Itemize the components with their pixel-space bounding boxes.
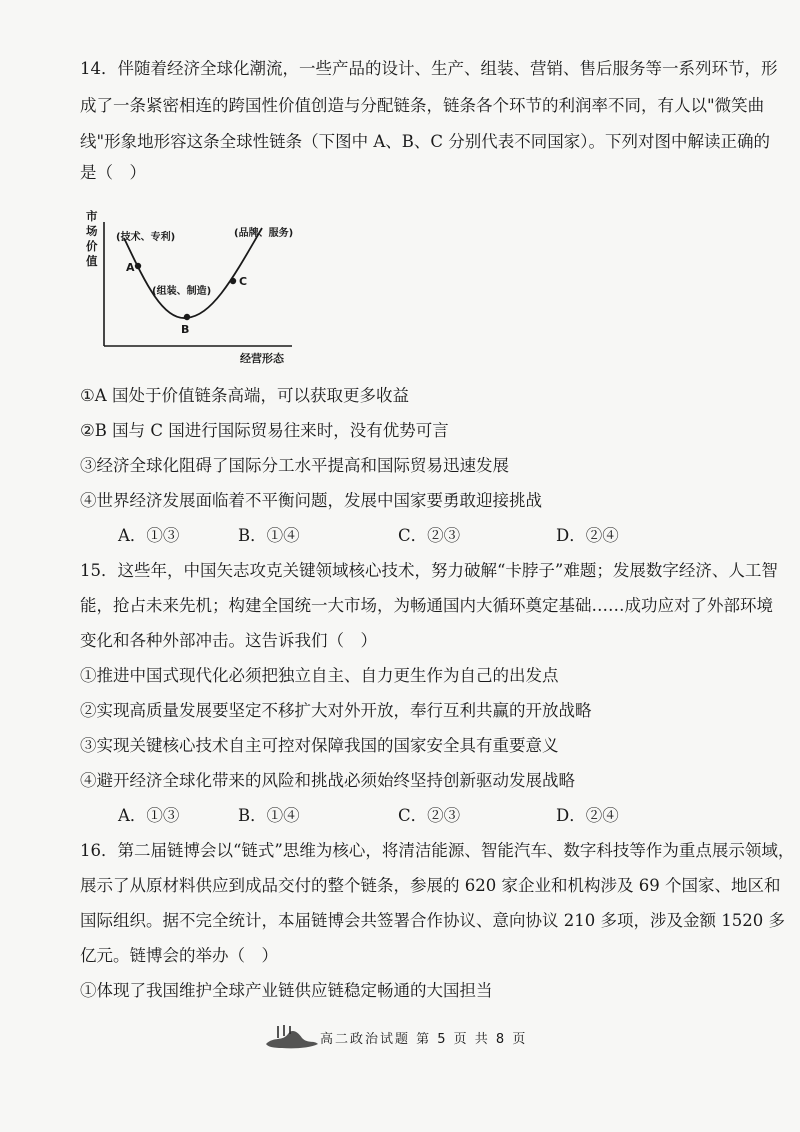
q16-stem-line-3: 国际组织。据不完全统计，本届链博会共签署合作协议、意向协议 210 多项，涉及金额 1520 多 [80,911,785,930]
q16-option-1: ①体现了我国维护全球产业链供应链稳定畅通的大国担当 [80,981,493,1000]
label-tech-patent: (技术、专利) [116,232,176,243]
y-axis-label-char: 市 [86,209,98,223]
x-axis-label: 经营形态 [240,352,284,365]
q14-option-4: ④世界经济发展面临着不平衡问题，发展中国家要勇敢迎接挑战 [80,491,542,510]
q14-option-3: ③经济全球化阻碍了国际分工水平提高和国际贸易迅速发展 [80,456,509,475]
q16-stem-line-4: 亿元。链博会的举办（ ） [80,946,278,965]
point-c-label: C [239,275,248,288]
q14-stem-line-2: 成了一条紧密相连的跨国性价值创造与分配链条，链条各个环节的利润率不同，有人以"微笑曲 [80,96,765,115]
point-a-label: A [126,261,135,274]
q14-option-1: ①A 国处于价值链条高端，可以获取更多收益 [80,386,409,405]
q16-stem-line-1: 16．第二届链博会以“链式”思维为核心，将清洁能源、智能汽车、数字科技等作为重点展示领域， [80,841,795,860]
q14-choice-a: A．①③ [118,526,180,545]
q15-stem-line-1: 15．这些年，中国矢志攻克关键领域核心技术，努力破解“卡脖子”难题；发展数字经济、人工智 [80,561,778,580]
q15-choice-b: B．①④ [238,806,300,825]
point-b-label: B [181,323,190,336]
y-axis-label-char: 价 [86,239,98,253]
q14-choice-b: B．①④ [238,526,300,545]
q15-option-3: ③实现关键核心技术自主可控对保障我国的国家安全具有重要意义 [80,736,559,755]
q15-choice-d: D．②④ [556,806,619,825]
y-axis-label-char: 场 [86,224,98,238]
point-a-marker [135,263,141,269]
y-axis-label [85,209,98,268]
point-c-marker [230,278,236,284]
smile-curve-figure [82,200,322,370]
q14-choice-d: D．②④ [556,526,619,545]
q15-option-2: ②实现高质量发展要坚定不移扩大对外开放，奉行互利共赢的开放战略 [80,701,592,720]
q15-option-1: ①推进中国式现代化必须把独立自主、自力更生作为自己的出发点 [80,666,559,685]
q14-stem-line-4: 是（ ） [80,163,146,182]
point-b-marker [184,314,190,320]
q15-choice-c: C．②③ [398,806,461,825]
q14-option-2: ②B 国与 C 国进行国际贸易往来时，没有优势可言 [80,421,449,440]
y-axis-label-char: 值 [86,254,98,268]
q15-stem-line-3: 变化和各种外部冲击。这告诉我们（ ） [80,631,377,650]
page-footer: 高二政治试题 第 5 页 共 8 页 [320,1032,528,1047]
q14-stem-line-3: 线"形象地形容这条全球性链条（下图中 A、B、C 分别代表不同国家）。下列对图中解读正确的 [80,132,770,151]
q15-option-4: ④避开经济全球化带来的风险和挑战必须始终坚持创新驱动发展战略 [80,771,575,790]
q14-choice-c: C．②③ [398,526,461,545]
q15-stem-line-2: 能，抢占未来先机；构建全国统一大市场，为畅通国内大循环奠定基础……成功应对了外部环境 [80,596,773,615]
q14-stem-line-1: 14．伴随着经济全球化潮流，一些产品的设计、生产、组装、营销、售后服务等一系列环节，形 [80,59,778,78]
label-brand-service: (品牌、服务) [234,228,294,239]
q16-stem-line-2: 展示了从原材料供应到成品交付的整个链条，参展的 620 家企业和机构涉及 69 个国家、地区和 [80,876,781,895]
q15-choice-a: A．①③ [118,806,180,825]
label-assembly-manufacture: (组装、制造) [152,286,212,297]
scan-smudge-mark [264,1022,320,1050]
